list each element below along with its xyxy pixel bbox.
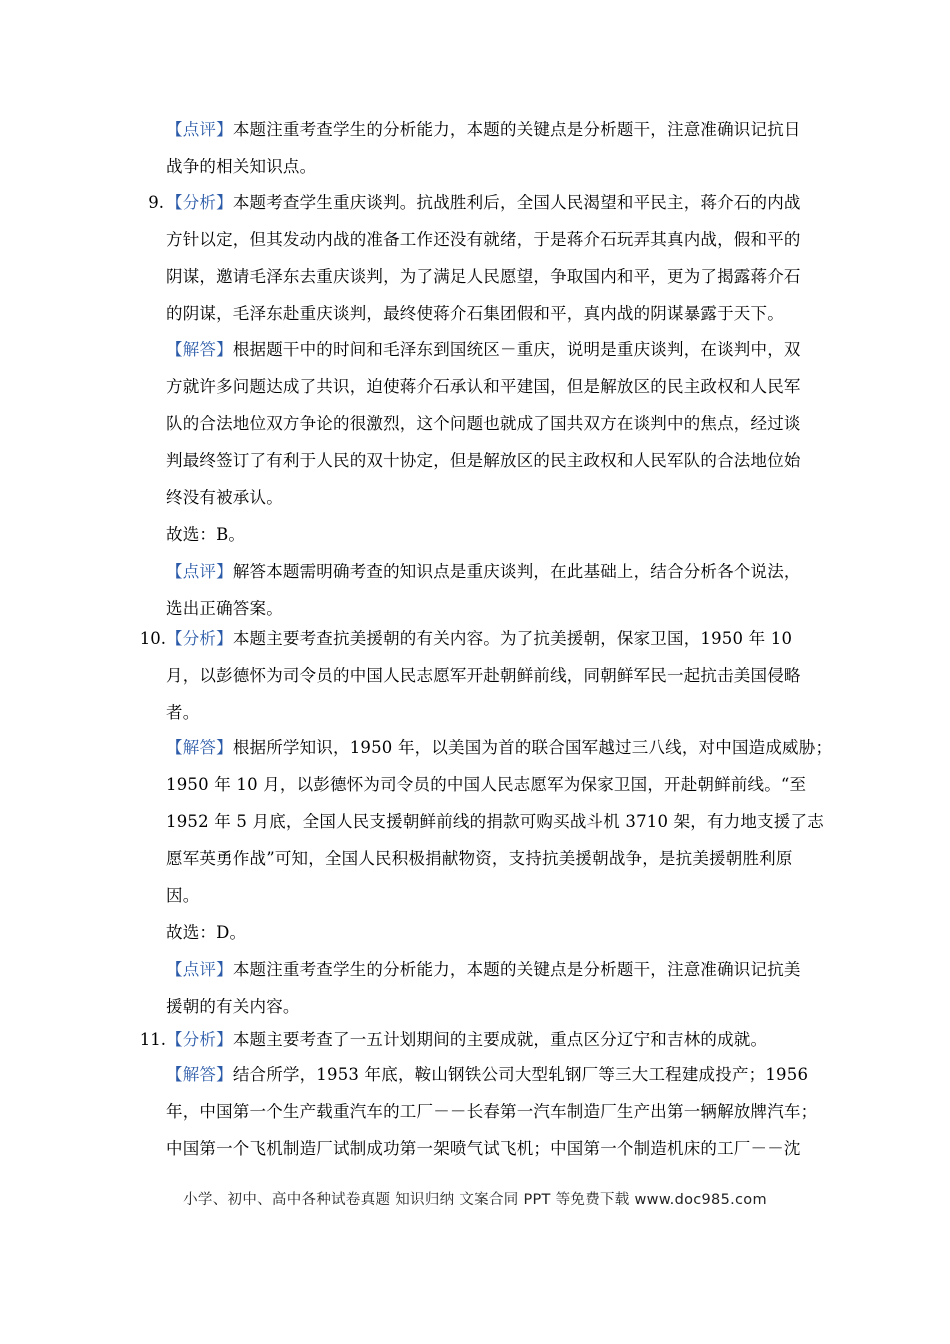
analysis-tag: 【分析】: [166, 1030, 233, 1049]
page-footer: 小学、初中、高中各种试卷真题 知识归纳 文案合同 PPT 等免费下载 www.doc985.com: [183, 1192, 767, 1208]
text-line: 中国第一个飞机制造厂试制成功第一架喷气试飞机；中国第一个制造机床的工厂－－沈: [166, 1139, 801, 1158]
answer-tag: 【解答】: [166, 340, 233, 359]
text-line: 本题注重考查学生的分析能力，本题的关键点是分析题干，注意准确识记抗美: [232, 960, 801, 979]
text-line: 本题主要考查了一五计划期间的主要成就，重点区分辽宁和吉林的成就。: [232, 1030, 768, 1049]
text-line: 解答本题需明确考查的知识点是重庆谈判，在此基础上，结合分析各个说法，: [232, 562, 801, 581]
text-line: 本题主要考查抗美援朝的有关内容。为了抗美援朝，保家卫国，1950 年 10: [232, 629, 793, 648]
comment-tag: 【点评】: [166, 960, 233, 979]
text-line: 根据所学知识，1950 年，以美国为首的联合国军越过三八线，对中国造成威胁；: [232, 738, 833, 757]
text-line: 方针以定，但其发动内战的准备工作还没有就绪，于是蒋介石玩弄其真内战，假和平的: [166, 230, 801, 249]
q9-answer: [166, 331, 806, 627]
choice-line: 故选：B。: [166, 525, 246, 544]
text-line: 1950 年 10 月，以彭德怀为司令员的中国人民志愿军为保家卫国，开赴朝鲜前线。“至: [166, 775, 807, 794]
text-line: 月，以彭德怀为司令员的中国人民志愿军开赴朝鲜前线，同朝鲜军民一起抗击美国侵略: [166, 666, 801, 685]
q8-comment: [166, 111, 806, 185]
choice-line: 故选：D。: [166, 923, 247, 942]
q11-answer: [166, 1056, 818, 1167]
text-line: 本题注重考查学生的分析能力，本题的关键点是分析题干，注意准确识记抗日: [232, 120, 801, 139]
text-line: 年，中国第一个生产载重汽车的工厂－－长春第一汽车制造厂生产出第一辆解放牌汽车；: [166, 1102, 818, 1121]
question-number-10: 10.: [139, 629, 166, 648]
q11-analysis: [166, 1021, 806, 1058]
text-line: 愿军英勇作战”可知，全国人民积极捐献物资，支持抗美援朝战争，是抗美援朝胜利原: [166, 849, 793, 868]
analysis-tag: 【分析】: [166, 629, 233, 648]
q9-analysis: [166, 184, 806, 332]
text-line: 选出正确答案。: [166, 599, 283, 618]
text-line: 者。: [166, 703, 200, 722]
analysis-tag: 【分析】: [166, 193, 233, 212]
q10-analysis: [166, 620, 806, 731]
text-line: 终没有被承认。: [166, 488, 283, 507]
text-line: 因。: [166, 886, 200, 905]
text-line: 判最终签订了有利于人民的双十协定，但是解放区的民主政权和人民军队的合法地位始: [166, 451, 801, 470]
text-line: 方就许多问题达成了共识，迫使蒋介石承认和平建国，但是解放区的民主政权和人民军: [166, 377, 801, 396]
text-line: 根据题干中的时间和毛泽东到国统区－重庆，说明是重庆谈判，在谈判中，双: [232, 340, 801, 359]
text-line: 队的合法地位双方争论的很激烈，这个问题也就成了国共双方在谈判中的焦点，经过谈: [166, 414, 801, 433]
text-line: 援朝的有关内容。: [166, 997, 300, 1016]
text-line: 本题考查学生重庆谈判。抗战胜利后，全国人民渴望和平民主，蒋介石的内战: [232, 193, 801, 212]
comment-tag: 【点评】: [166, 120, 233, 139]
text-line: 1952 年 5 月底，全国人民支援朝鲜前线的捐款可购买战斗机 3710 架，有力地支援了志: [166, 812, 824, 831]
comment-tag: 【点评】: [166, 562, 233, 581]
answer-tag: 【解答】: [166, 738, 233, 757]
answer-tag: 【解答】: [166, 1065, 233, 1084]
text-line: 结合所学，1953 年底，鞍山钢铁公司大型轧钢厂等三大工程建成投产；1956: [232, 1065, 809, 1084]
text-line: 战争的相关知识点。: [166, 157, 317, 176]
question-number-9: 9.: [148, 193, 164, 212]
question-number-11: 11.: [139, 1030, 166, 1049]
q10-answer: [166, 729, 833, 1025]
text-line: 的阴谋，毛泽东赴重庆谈判，最终使蒋介石集团假和平，真内战的阴谋暴露于天下。: [166, 304, 784, 323]
text-line: 阴谋，邀请毛泽东去重庆谈判，为了满足人民愿望，争取国内和平，更为了揭露蒋介石: [166, 267, 801, 286]
